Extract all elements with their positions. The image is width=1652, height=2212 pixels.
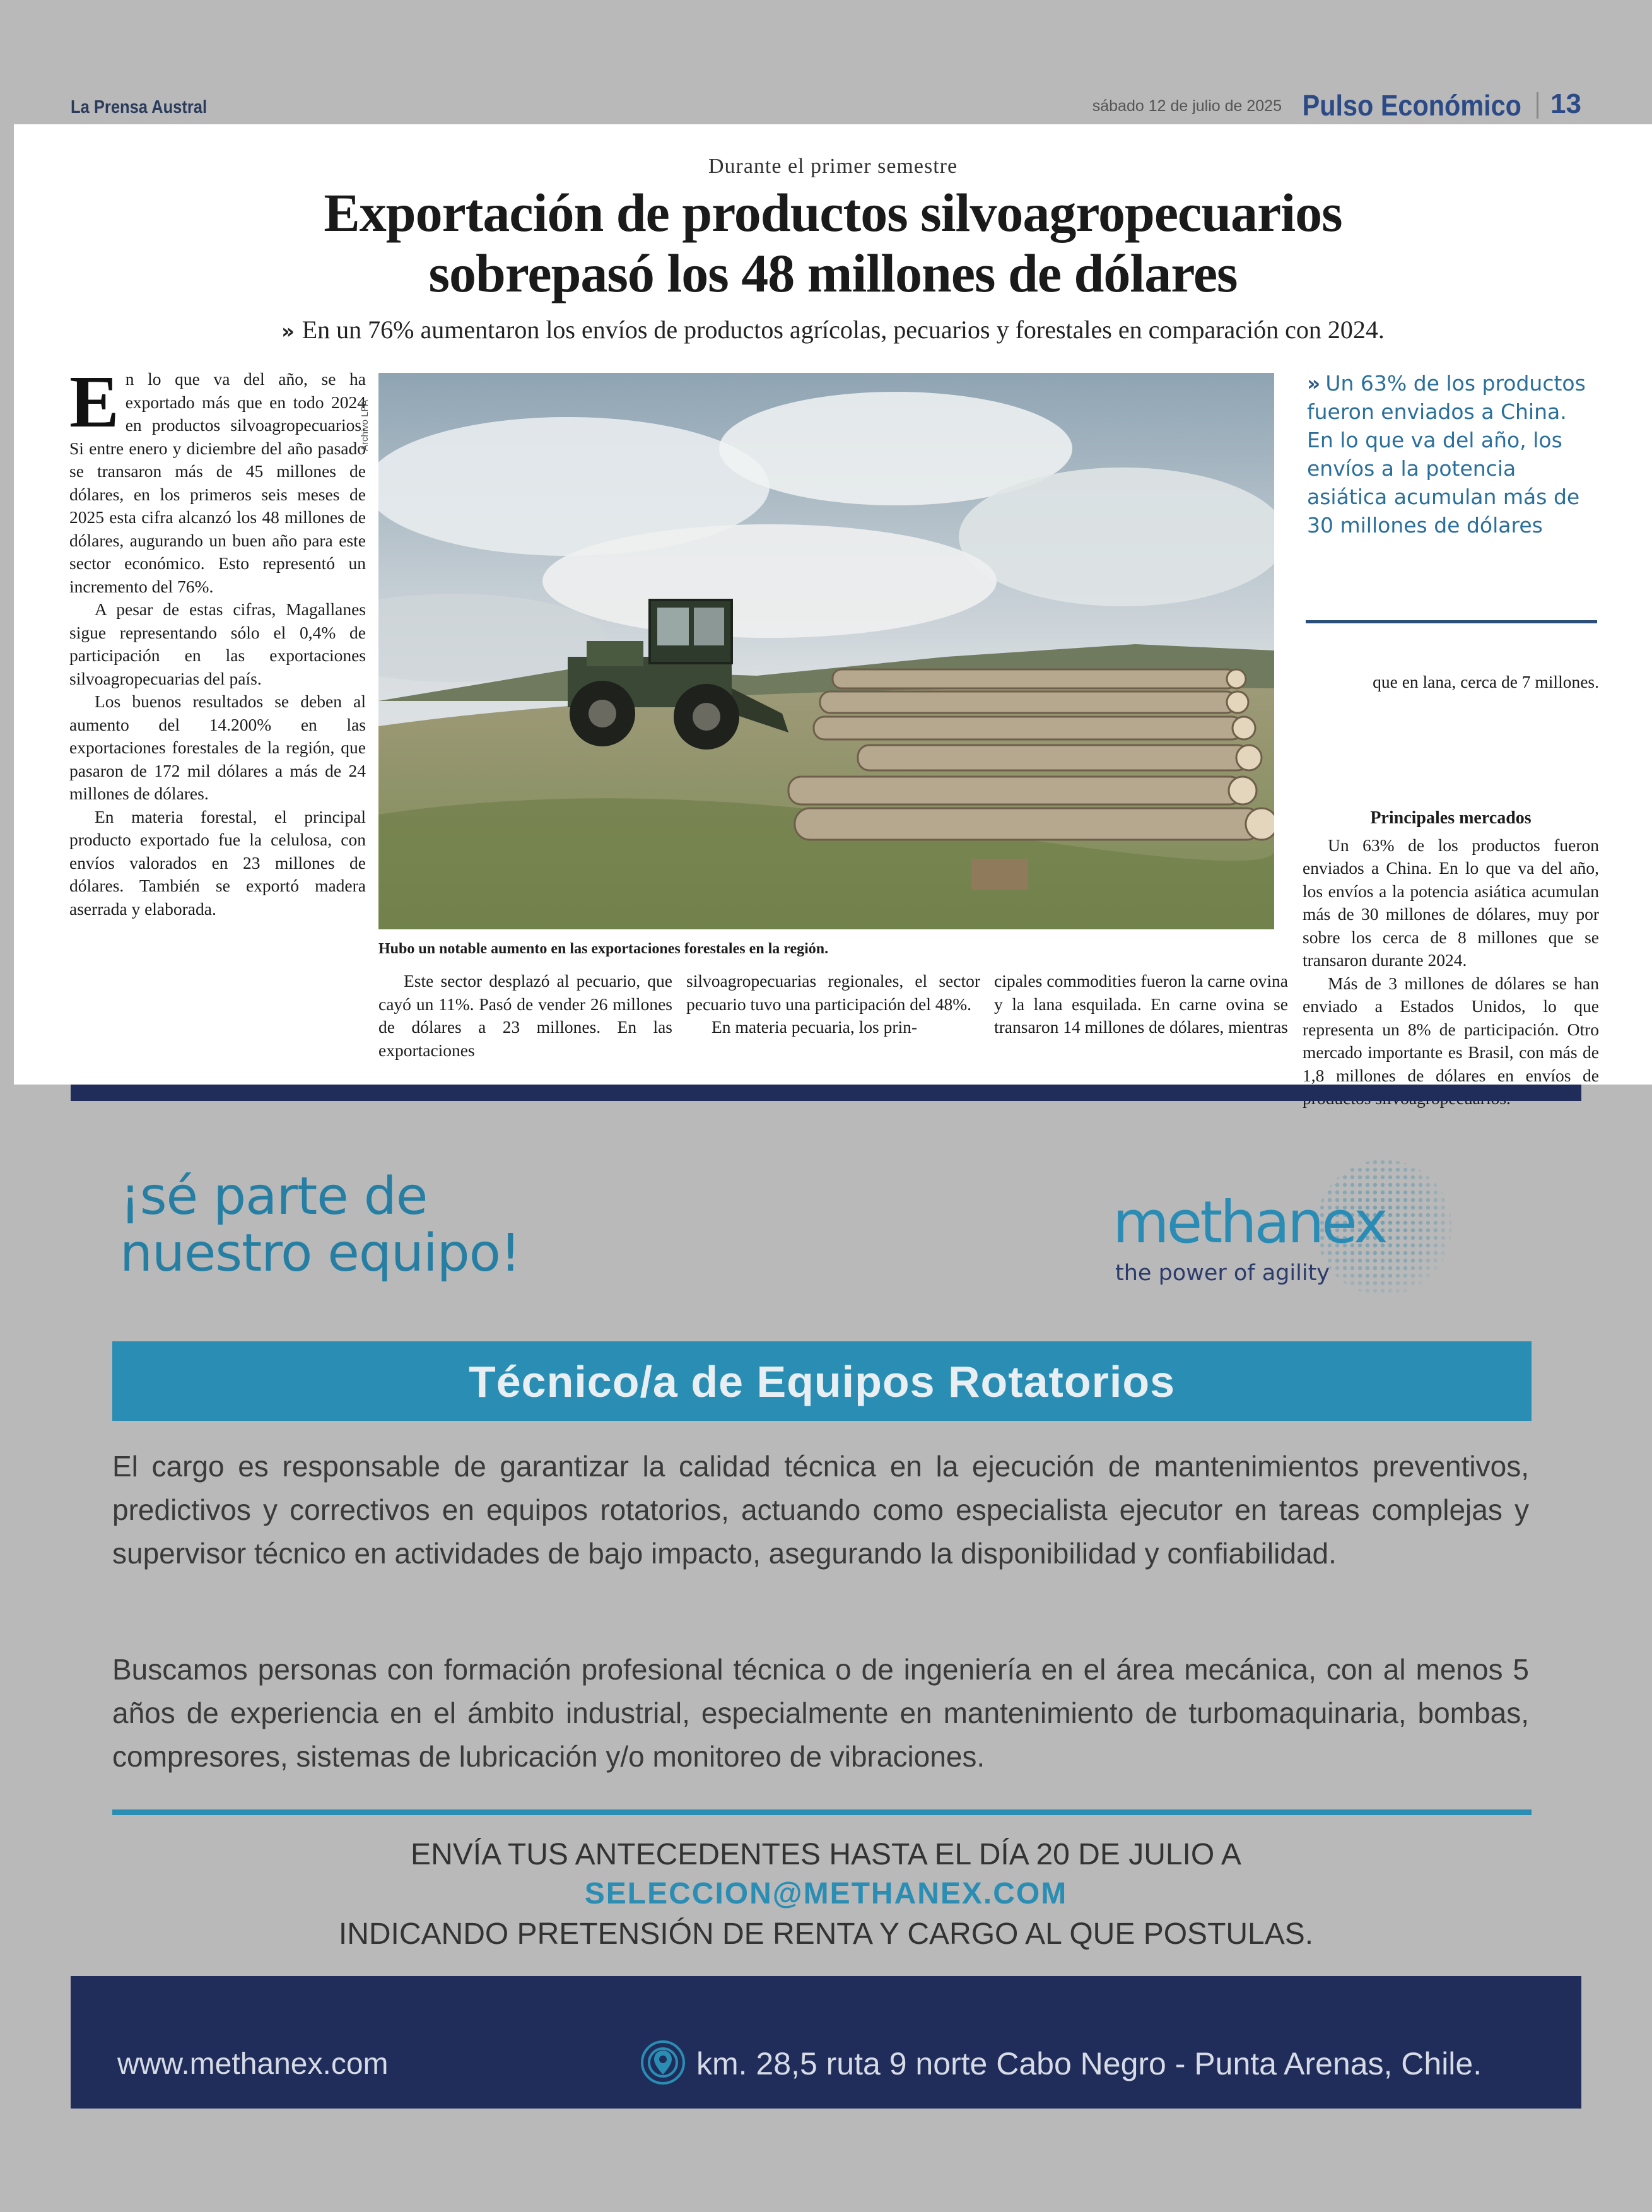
issue-date: sábado 12 de julio de 2025 — [1092, 97, 1282, 115]
website-link[interactable]: www.methanex.com — [117, 2047, 389, 2081]
page-number: 13 — [1550, 88, 1581, 119]
header-divider — [1537, 92, 1538, 119]
forestry-skidder-photo — [378, 373, 1274, 929]
article-column-5-continuation — [1303, 671, 1599, 694]
lead-paragraph: En lo que va del año, se ha exportado más que en todo 2024 en productos silvoagropecuarios. Si entre enero y diciembre del año pasado se transaron más de 45 millones de dólares, en los primeros seis meses de 2025 esta cifra alcanzó los 48 millones de dólares, augurando un buen año para este sector económico. Esto representó un incremento del 76%. — [69, 360, 366, 596]
article-column-4 — [994, 970, 1288, 1039]
ad-rule — [112, 1809, 1532, 1815]
drop-cap: E — [69, 360, 119, 443]
article-kicker: Durante el primer semestre — [708, 155, 958, 178]
paragraph: cipales commodities fueron la carne ovina y la lana esquilada. En carne ovina se transaron 14 millones de dólares, mientras — [994, 971, 1288, 1037]
paragraph: En materia forestal, el principal producto exportado fue la celulosa, con envíos valorados en 23 millones de dólares. También se exportó madera aserrada y elaborada. — [69, 806, 366, 919]
article-photo — [378, 373, 1274, 929]
double-chevron-right-icon: » — [1307, 371, 1321, 396]
article-column-2 — [378, 970, 672, 1062]
article-deck — [14, 315, 1652, 344]
section-name: Pulso Económico — [1302, 89, 1521, 122]
pull-quote — [1307, 369, 1597, 539]
paragraph: En materia pecuaria, los prin- — [712, 1017, 918, 1037]
paragraph: que en lana, cerca de 7 millones. — [1373, 672, 1599, 691]
ad-headline — [120, 1168, 520, 1282]
address: km. 28,5 ruta 9 norte Cabo Negro - Punta Arenas, Chile. — [696, 2046, 1482, 2081]
job-requirements: Buscamos personas con formación profesional técnica o de ingeniería en el área mecánica, con al menos 5 años de experiencia en el ámbito industrial, especialmente en mantenimiento de turbomaquinaria, bombas, compresores, sistemas de lubricación y/o monitoreo de vibraciones. — [112, 1653, 1529, 1773]
ad-footer — [71, 1976, 1581, 2109]
photo-credit: Archivo LPA — [360, 399, 370, 451]
article-column-3 — [686, 970, 980, 1039]
double-chevron-right-icon: » — [281, 319, 295, 343]
paragraph: Los buenos resultados se deben al aumento del 14.200% en las exportaciones forestales de la región, que pasaron de 172 mil dólares a más de 24 millones de dólares. — [69, 691, 366, 803]
cta-deadline: ENVÍA TUS ANTECEDENTES HASTA EL DÍA 20 DE JULIO A — [411, 1838, 1241, 1871]
ad-headline-line-2: nuestro equipo! — [120, 1223, 520, 1283]
paragraph: A pesar de estas cifras, Magallanes sigue representando sólo el 0,4% de participación en las exportaciones silvoagropecuarias del país. — [69, 599, 366, 688]
paragraph: silvoagropecuarias regionales, el sector pecuario tuvo una participación del 48%. — [686, 971, 980, 1014]
paragraph: Este sector desplazó al pecuario, que cayó un 11%. Pasó de vender 26 millones de dólares a 23 millones. En las exportaciones — [378, 971, 672, 1060]
headline-line-1: Exportación de productos silvoagropecuarios — [324, 182, 1342, 243]
job-title: Técnico/a de Equipos Rotatorios — [468, 1357, 1176, 1406]
article-column-5 — [1303, 792, 1599, 1110]
article — [14, 124, 1652, 1085]
subhead-principales-mercados: Principales mercados — [1370, 808, 1532, 828]
cta-email-link[interactable]: SELECCION@METHANEX.COM — [584, 1877, 1068, 1910]
logo-tagline: the power of agility — [1115, 1261, 1330, 1286]
job-description: El cargo es responsable de garantizar la calidad técnica en la ejecución de mantenimientos preventivos, predictivos y correctivos en equipos rotatorios, actuando como especialista ejecutor en tareas complejas y supervisor técnico en actividades de bajo impacto, asegurando la disponibilidad y confiabilidad. — [112, 1450, 1529, 1570]
pull-quote-rule — [1306, 620, 1597, 623]
methanex-logo — [1113, 1158, 1491, 1297]
pull-quote-text: Un 63% de los productos fueron enviados a China. En lo que va del año, los envíos a la potencia asiática acumulan más de 30 millones de dólares — [1307, 371, 1586, 538]
ad-headline-line-1: ¡sé parte de — [120, 1167, 428, 1227]
photo-caption: Hubo un notable aumento en las exportaciones forestales en la región. — [378, 941, 829, 957]
location-pin-icon — [640, 2039, 686, 2086]
deck-text: En un 76% aumentaron los envíos de productos agrícolas, pecuarios y forestales en comparación con 2024. — [302, 315, 1385, 344]
logo-wordmark: methanex — [1113, 1189, 1386, 1256]
paragraph: Un 63% de los productos fueron enviados a China. En lo que va del año, los envíos a la potencia asiática acumulan más de 30 millones de dólares, muy por sobre los cerca de 8 millones que se transaron durante 2024. — [1303, 835, 1599, 970]
article-headline — [14, 182, 1652, 303]
job-title-banner — [112, 1341, 1532, 1421]
publication-name: La Prensa Austral — [71, 97, 208, 117]
cta-instructions: INDICANDO PRETENSIÓN DE RENTA Y CARGO AL QUE POSTULAS. — [338, 1917, 1314, 1951]
section-divider-bar — [71, 1085, 1581, 1101]
page-header — [71, 87, 1581, 124]
headline-line-2: sobrepasó los 48 millones de dólares — [428, 243, 1238, 303]
article-column-1 — [69, 360, 366, 921]
paragraph: Más de 3 millones de dólares se han enviado a Estados Unidos, lo que representa un 8% de participación. Otro mercado importante es Brasil, con más de 1,8 millones de dólares en envíos de — [1303, 973, 1599, 1085]
